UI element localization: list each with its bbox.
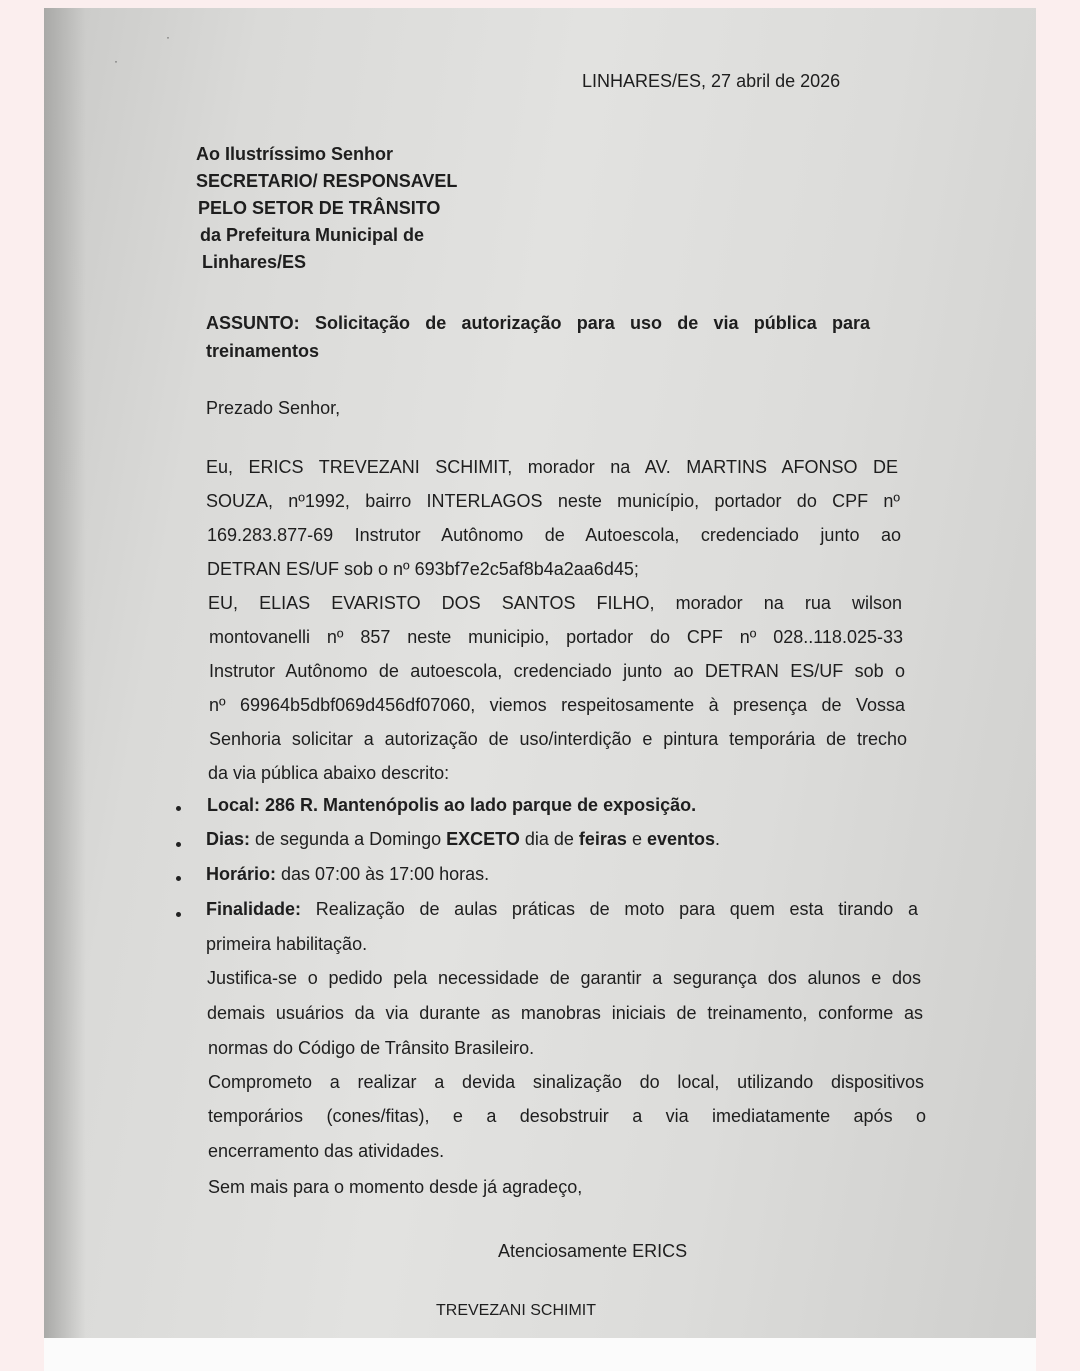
bullet-dot (176, 842, 181, 847)
finalidade-text: Realização de aulas práticas de moto para quem esta tirando a (301, 899, 918, 919)
subject-label: ASSUNTO: (206, 313, 300, 333)
date-line: LINHARES/ES, 27 abril de 2026 (582, 71, 841, 91)
body-line: Senhoria solicitar a autorização de uso/interdição e pintura temporária de trecho (209, 729, 907, 749)
dias-exceto: EXCETO (446, 829, 520, 849)
dias-text: . (714, 829, 720, 849)
recipient-line: Ao Ilustríssimo Senhor (196, 144, 394, 164)
closing-line: encerramento das atividades. (208, 1141, 445, 1161)
bullet-dot (176, 912, 181, 917)
body-line: Eu, ERICS TREVEZANI SCHIMIT, morador na AV. MARTINS AFONSO DE (206, 457, 898, 477)
body-line: da via pública abaixo descrito: (208, 763, 450, 783)
dias-feiras: feiras (578, 829, 627, 849)
bullet-dot (176, 806, 181, 811)
recipient-line: SECRETARIO/ RESPONSAVEL (196, 171, 458, 191)
recipient-line: PELO SETOR DE TRÂNSITO (198, 198, 441, 218)
body-line: SOUZA, nº1992, bairro INTERLAGOS neste município, portador do CPF nº (206, 491, 900, 511)
dias-text: de segunda a Domingo (250, 829, 447, 849)
salutation: Prezado Senhor, (206, 398, 341, 418)
paper-speck: · (166, 30, 170, 44)
closing-line: Sem mais para o momento desde já agradeço, (208, 1177, 583, 1197)
recipient-line: Linhares/ES (202, 252, 307, 272)
finalidade-label: Finalidade: (206, 899, 302, 919)
paper-speck: · (114, 54, 118, 68)
subject (206, 312, 870, 334)
finalidade-line-2: primeira habilitação. (206, 934, 368, 954)
photo-shadow (44, 8, 86, 1338)
body-line: montovanelli nº 857 neste municipio, portador do CPF nº 028..118.025-33 (209, 627, 903, 647)
body-line: Instrutor Autônomo de autoescola, credenciado junto ao DETRAN ES/UF sob o (209, 661, 905, 681)
closing-line: Justifica-se o pedido pela necessidade de garantir a segurança dos alunos e dos (207, 968, 921, 988)
bullet-finalidade (206, 898, 918, 920)
subject-text: Solicitação de autorização para uso de via pública para (314, 313, 870, 333)
dias-label: Dias: (206, 829, 251, 849)
dias-eventos: eventos (646, 829, 715, 849)
recipient-line: da Prefeitura Municipal de (200, 225, 425, 245)
body-line: DETRAN ES/UF sob o nº 693bf7e2c5af8b4a2aa6d45; (207, 559, 639, 579)
bullet-horario (206, 863, 489, 885)
subject-line-2: treinamentos (206, 341, 320, 361)
closing-line: demais usuários da via durante as manobras iniciais de treinamento, conforme as (207, 1003, 923, 1023)
bullet-local: Local: 286 R. Mantenópolis ao lado parque de exposição. (207, 795, 697, 815)
signoff: Atenciosamente ERICS (498, 1241, 688, 1261)
horario-text: das 07:00 às 17:00 horas. (276, 864, 490, 884)
horario-label: Horário: (206, 864, 277, 884)
dias-text: dia de (519, 829, 579, 849)
closing-line: temporários (cones/fitas), e a desobstruir a via imediatamente após o (208, 1106, 926, 1126)
closing-line: Comprometo a realizar a devida sinalização do local, utilizando dispositivos (208, 1072, 924, 1092)
body-line: EU, ELIAS EVARISTO DOS SANTOS FILHO, morador na rua wilson (208, 593, 902, 613)
closing-line: normas do Código de Trânsito Brasileiro. (208, 1038, 535, 1058)
signature-name: TREVEZANI SCHIMIT (436, 1302, 597, 1319)
bullet-dot (176, 876, 181, 881)
body-line: nº 69964b5dbf069d456df07060, viemos respeitosamente à presença de Vossa (209, 695, 905, 715)
dias-text: e (626, 829, 647, 849)
bullet-dias (206, 828, 720, 850)
body-line: 169.283.877-69 Instrutor Autônomo de Autoescola, credenciado junto ao (207, 525, 901, 545)
bottom-margin (44, 1338, 1036, 1371)
